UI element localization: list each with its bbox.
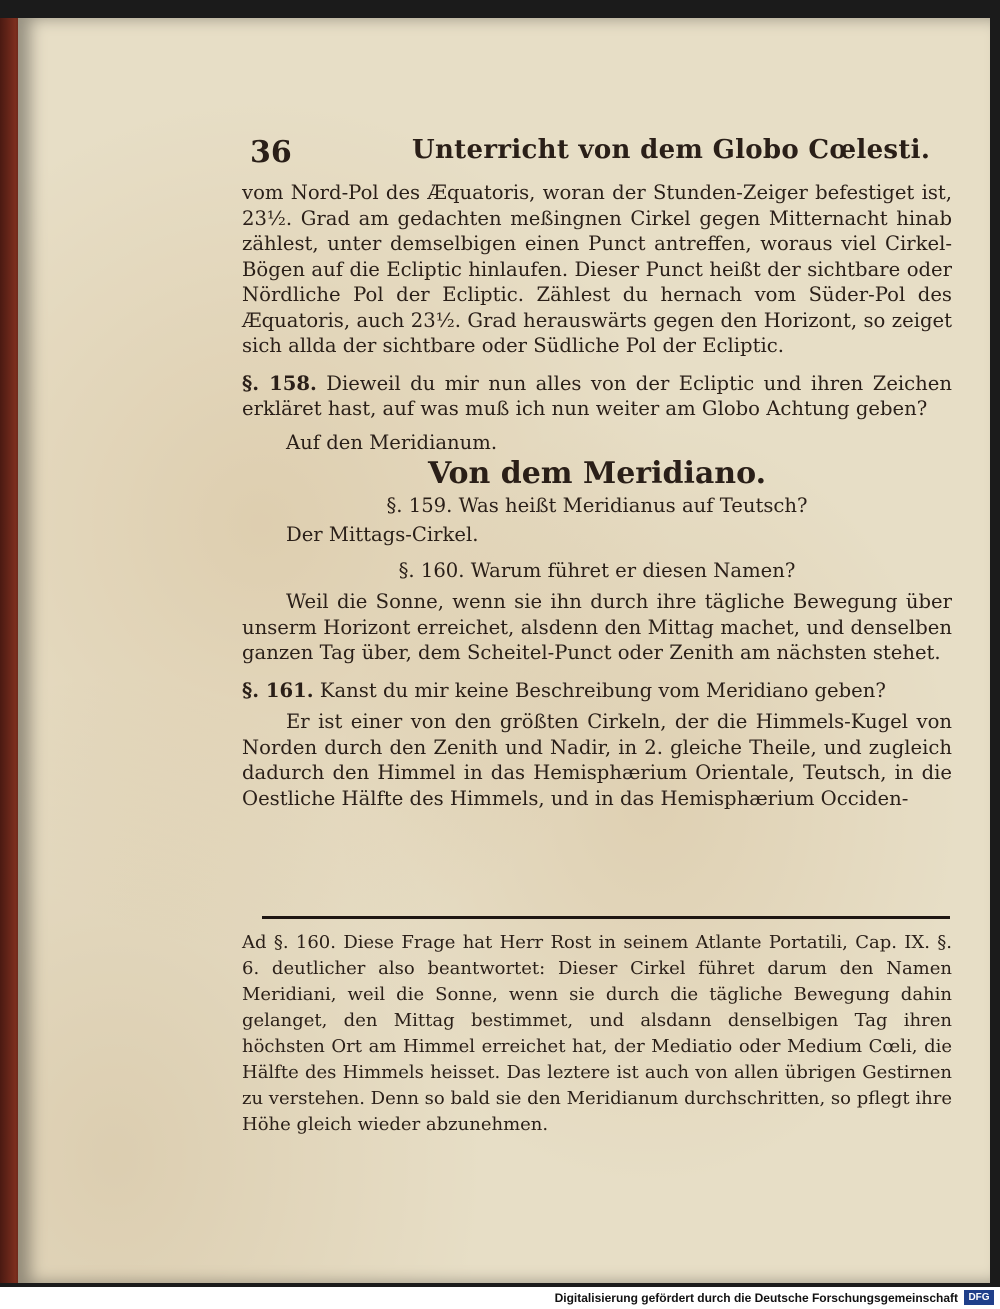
question-159: §. 159. Was heißt Meridianus auf Teutsch?	[386, 493, 808, 517]
footnote-text: Ad §. 160. Diese Frage hat Herr Rost in seinem Atlante Portatili, Cap. IX. §. 6. deutlicher also beantwortet: Dieser Cirkel führet darum den Namen Meridiani, weil die Sonne, wenn sie durch die tägliche Bewegung dahin gelanget, den Mittag bestimmet, und alsdann denselbigen Tag ihren höchsten Ort am Himmel erreichet hat, der Mediatio oder Medium Cœli, die Hälfte des Himmels heisset. Das leztere ist auch von allen übrigen Gestirnen zu verstehen. Denn so bald sie den Meridianum durchschritten, so pflegt ihre Höhe gleich wieder abzunehmen.	[242, 932, 952, 1135]
answer-159: Der Mittags-Cirkel.	[286, 523, 479, 546]
question-text: Kanst du mir keine Beschreibung vom Meridiano geben?	[319, 678, 886, 702]
paragraph-continued: vom Nord-Pol des Æquatoris, woran der Stunden-Zeiger befestiget ist, 23½. Grad am gedachten meßingnen Cirkel gegen Mitternacht hinab zählest, unter demselbigen einen Punct antreffen, woraus viel Cirkel-Bögen auf die Ecliptic hinlaufen. Dieser Punct heißt der sichtbare oder Nördliche Pol der Ecliptic. Zählest du hernach vom Süder-Pol des Æquatoris, auch 23½. Grad herauswärts gegen den Horizont, so zeiget sich allda der sichtbare oder Südliche Pol der Ecliptic.	[242, 181, 952, 357]
funding-credit: Digitalisierung gefördert durch die Deutsche Forschungsgemeinschaft	[554, 1291, 958, 1305]
question-160: §. 160. Warum führet er diesen Namen?	[398, 558, 796, 582]
section-number: §. 161.	[242, 678, 314, 702]
page-body	[242, 180, 952, 811]
answer-161: Er ist einer von den größten Cirkeln, der die Himmels-Kugel von Norden durch den Zenith und Nadir, in 2. gleiche Theile, und zugleich dadurch den Himmel in das Hemisphærium Orientale, Teutsch, in die Oestliche Hälfte des Himmels, und in das Hemisphærium Occiden-	[242, 710, 952, 810]
question-158	[242, 371, 952, 422]
page-number: 36	[250, 135, 292, 170]
answer-158: Auf den Meridianum.	[286, 430, 498, 454]
section-number: §. 158.	[242, 371, 317, 395]
footnote	[242, 930, 952, 1138]
question-text: Dieweil du mir nun alles von der Ecliptic und ihren Zeichen erkläret hast, auf was muß ich nun weiter am Globo Achtung geben?	[242, 371, 952, 420]
section-heading: Von dem Meridiano.	[427, 456, 767, 491]
page-header	[242, 135, 952, 175]
dfg-logo: DFG	[964, 1290, 994, 1305]
running-title: Unterricht von dem Globo Cœlesti.	[412, 135, 931, 165]
footnote-rule	[262, 916, 950, 919]
question-161	[242, 678, 952, 704]
answer-160: Weil die Sonne, wenn sie ihn durch ihre tägliche Bewegung über unserm Horizont erreichet, alsdenn den Mittag machet, und denselben ganzen Tag über, dem Scheitel-Punct oder Zenith am nächsten stehet.	[242, 590, 952, 664]
digitization-footer	[0, 1287, 1000, 1309]
